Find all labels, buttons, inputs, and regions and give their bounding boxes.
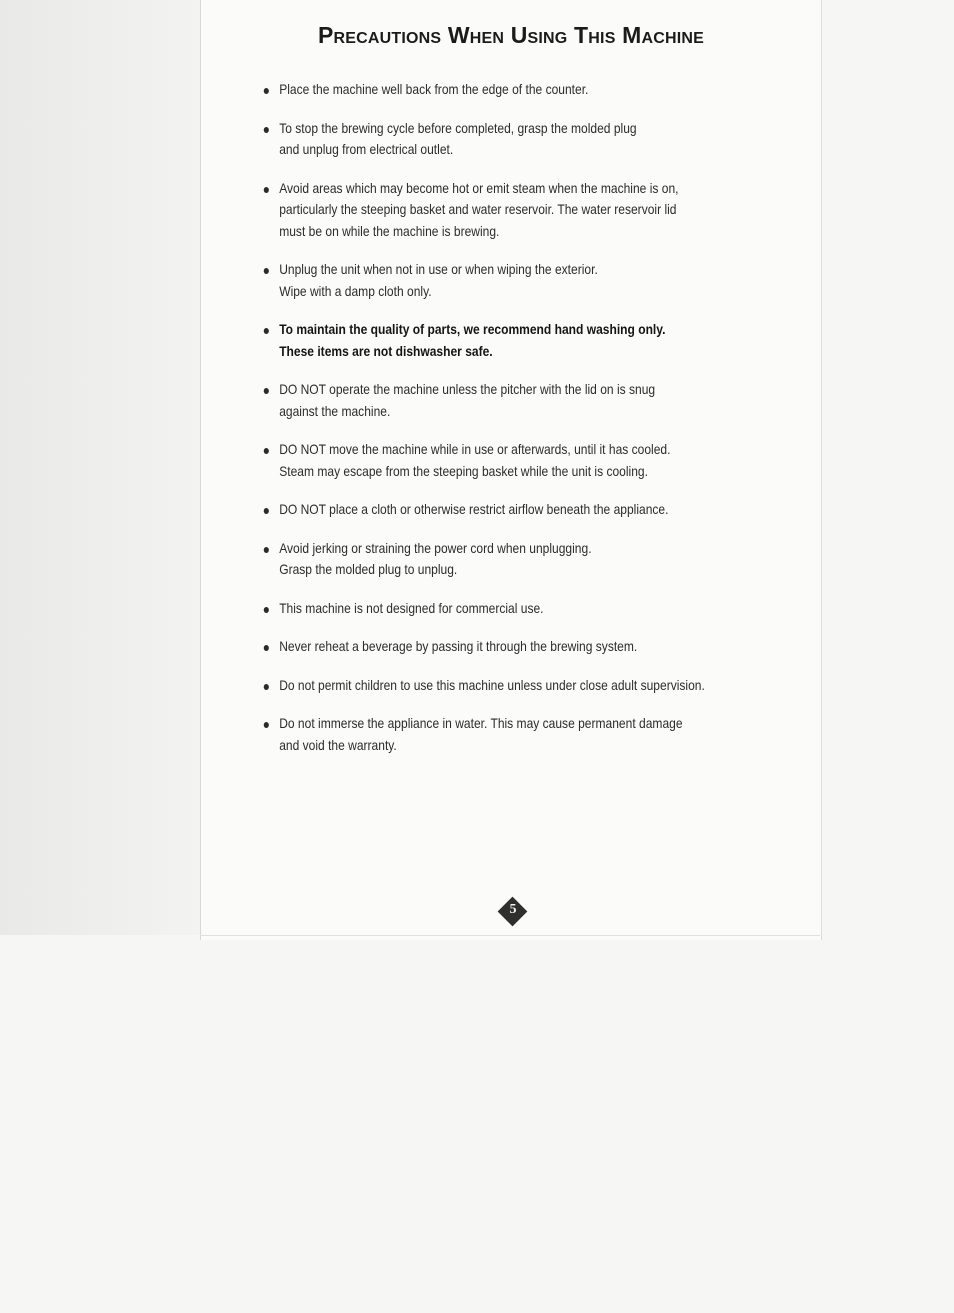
precaution-item bbox=[262, 538, 795, 581]
precaution-text-line: Do not permit children to use this machine unless under close adult supervision. bbox=[279, 676, 705, 693]
precaution-item bbox=[262, 259, 795, 302]
precaution-item bbox=[262, 675, 795, 697]
bullet-dot-icon bbox=[264, 388, 269, 394]
precaution-text-line: Steam may escape from the steeping basket while the unit is cooling. bbox=[279, 462, 648, 479]
precaution-text-line: To stop the brewing cycle before completed, grasp the molded plug bbox=[279, 119, 637, 136]
precaution-text-line: and unplug from electrical outlet. bbox=[279, 141, 454, 157]
bullet-dot-icon bbox=[264, 268, 269, 274]
precaution-text-line: against the machine. bbox=[279, 402, 391, 419]
precaution-item bbox=[262, 636, 795, 658]
page-number: 5 bbox=[509, 902, 517, 917]
bullet-dot-icon bbox=[264, 328, 269, 334]
bullet-dot-icon bbox=[264, 607, 269, 613]
page-title: Precautions When Using This Machine bbox=[317, 22, 705, 48]
bullet-dot-icon bbox=[264, 187, 269, 193]
precaution-text-line: This machine is not designed for commercial use. bbox=[279, 599, 544, 616]
bullet-dot-icon bbox=[264, 547, 269, 553]
precaution-item bbox=[262, 79, 795, 101]
bullet-dot-icon bbox=[264, 448, 269, 454]
precaution-item bbox=[262, 598, 795, 620]
precaution-item bbox=[262, 319, 795, 362]
precaution-item bbox=[262, 178, 795, 243]
precaution-item bbox=[262, 379, 795, 422]
left-page-shadow bbox=[0, 0, 200, 935]
page-number-marker bbox=[498, 897, 528, 927]
precaution-item bbox=[262, 499, 795, 521]
precaution-text-line: and void the warranty. bbox=[279, 736, 397, 753]
bullet-dot-icon bbox=[264, 88, 269, 94]
bullet-dot-icon bbox=[264, 127, 269, 133]
bullet-dot-icon bbox=[264, 684, 269, 690]
precaution-text-line: Avoid areas which may become hot or emit steam when the machine is on, bbox=[279, 179, 679, 196]
precaution-text-line: Place the machine well back from the edge of the counter. bbox=[279, 81, 589, 97]
sheet-bottom-edge bbox=[200, 935, 820, 936]
precautions-list bbox=[262, 79, 782, 773]
precaution-text-line: These items are not dishwasher safe. bbox=[279, 342, 493, 359]
precaution-text-line: DO NOT place a cloth or otherwise restrict airflow beneath the appliance. bbox=[279, 501, 669, 517]
precaution-text-line: particularly the steeping basket and water reservoir. The water reservoir lid bbox=[279, 201, 677, 217]
precaution-item bbox=[262, 118, 795, 161]
precaution-text-line: DO NOT move the machine while in use or afterwards, until it has cooled. bbox=[279, 441, 671, 457]
precaution-item bbox=[262, 439, 795, 482]
precaution-item bbox=[262, 713, 795, 756]
bullet-dot-icon bbox=[264, 645, 269, 651]
precaution-text-line: Grasp the molded plug to unplug. bbox=[279, 561, 458, 577]
precaution-text-line: DO NOT operate the machine unless the pitcher with the lid on is snug bbox=[279, 381, 656, 397]
bullet-dot-icon bbox=[264, 508, 269, 514]
precaution-text-line: Wipe with a damp cloth only. bbox=[279, 282, 432, 299]
precaution-text-line: Never reheat a beverage by passing it through the brewing system. bbox=[279, 638, 638, 654]
bullet-dot-icon bbox=[264, 722, 269, 728]
precaution-text-line: must be on while the machine is brewing. bbox=[279, 222, 500, 239]
precaution-text-line: Unplug the unit when not in use or when wiping the exterior. bbox=[279, 261, 598, 277]
precaution-text-line: Avoid jerking or straining the power cord when unplugging. bbox=[279, 539, 592, 556]
precaution-text-line: To maintain the quality of parts, we recommend hand washing only. bbox=[279, 321, 666, 337]
precaution-text-line: Do not immerse the appliance in water. This may cause permanent damage bbox=[279, 715, 683, 731]
